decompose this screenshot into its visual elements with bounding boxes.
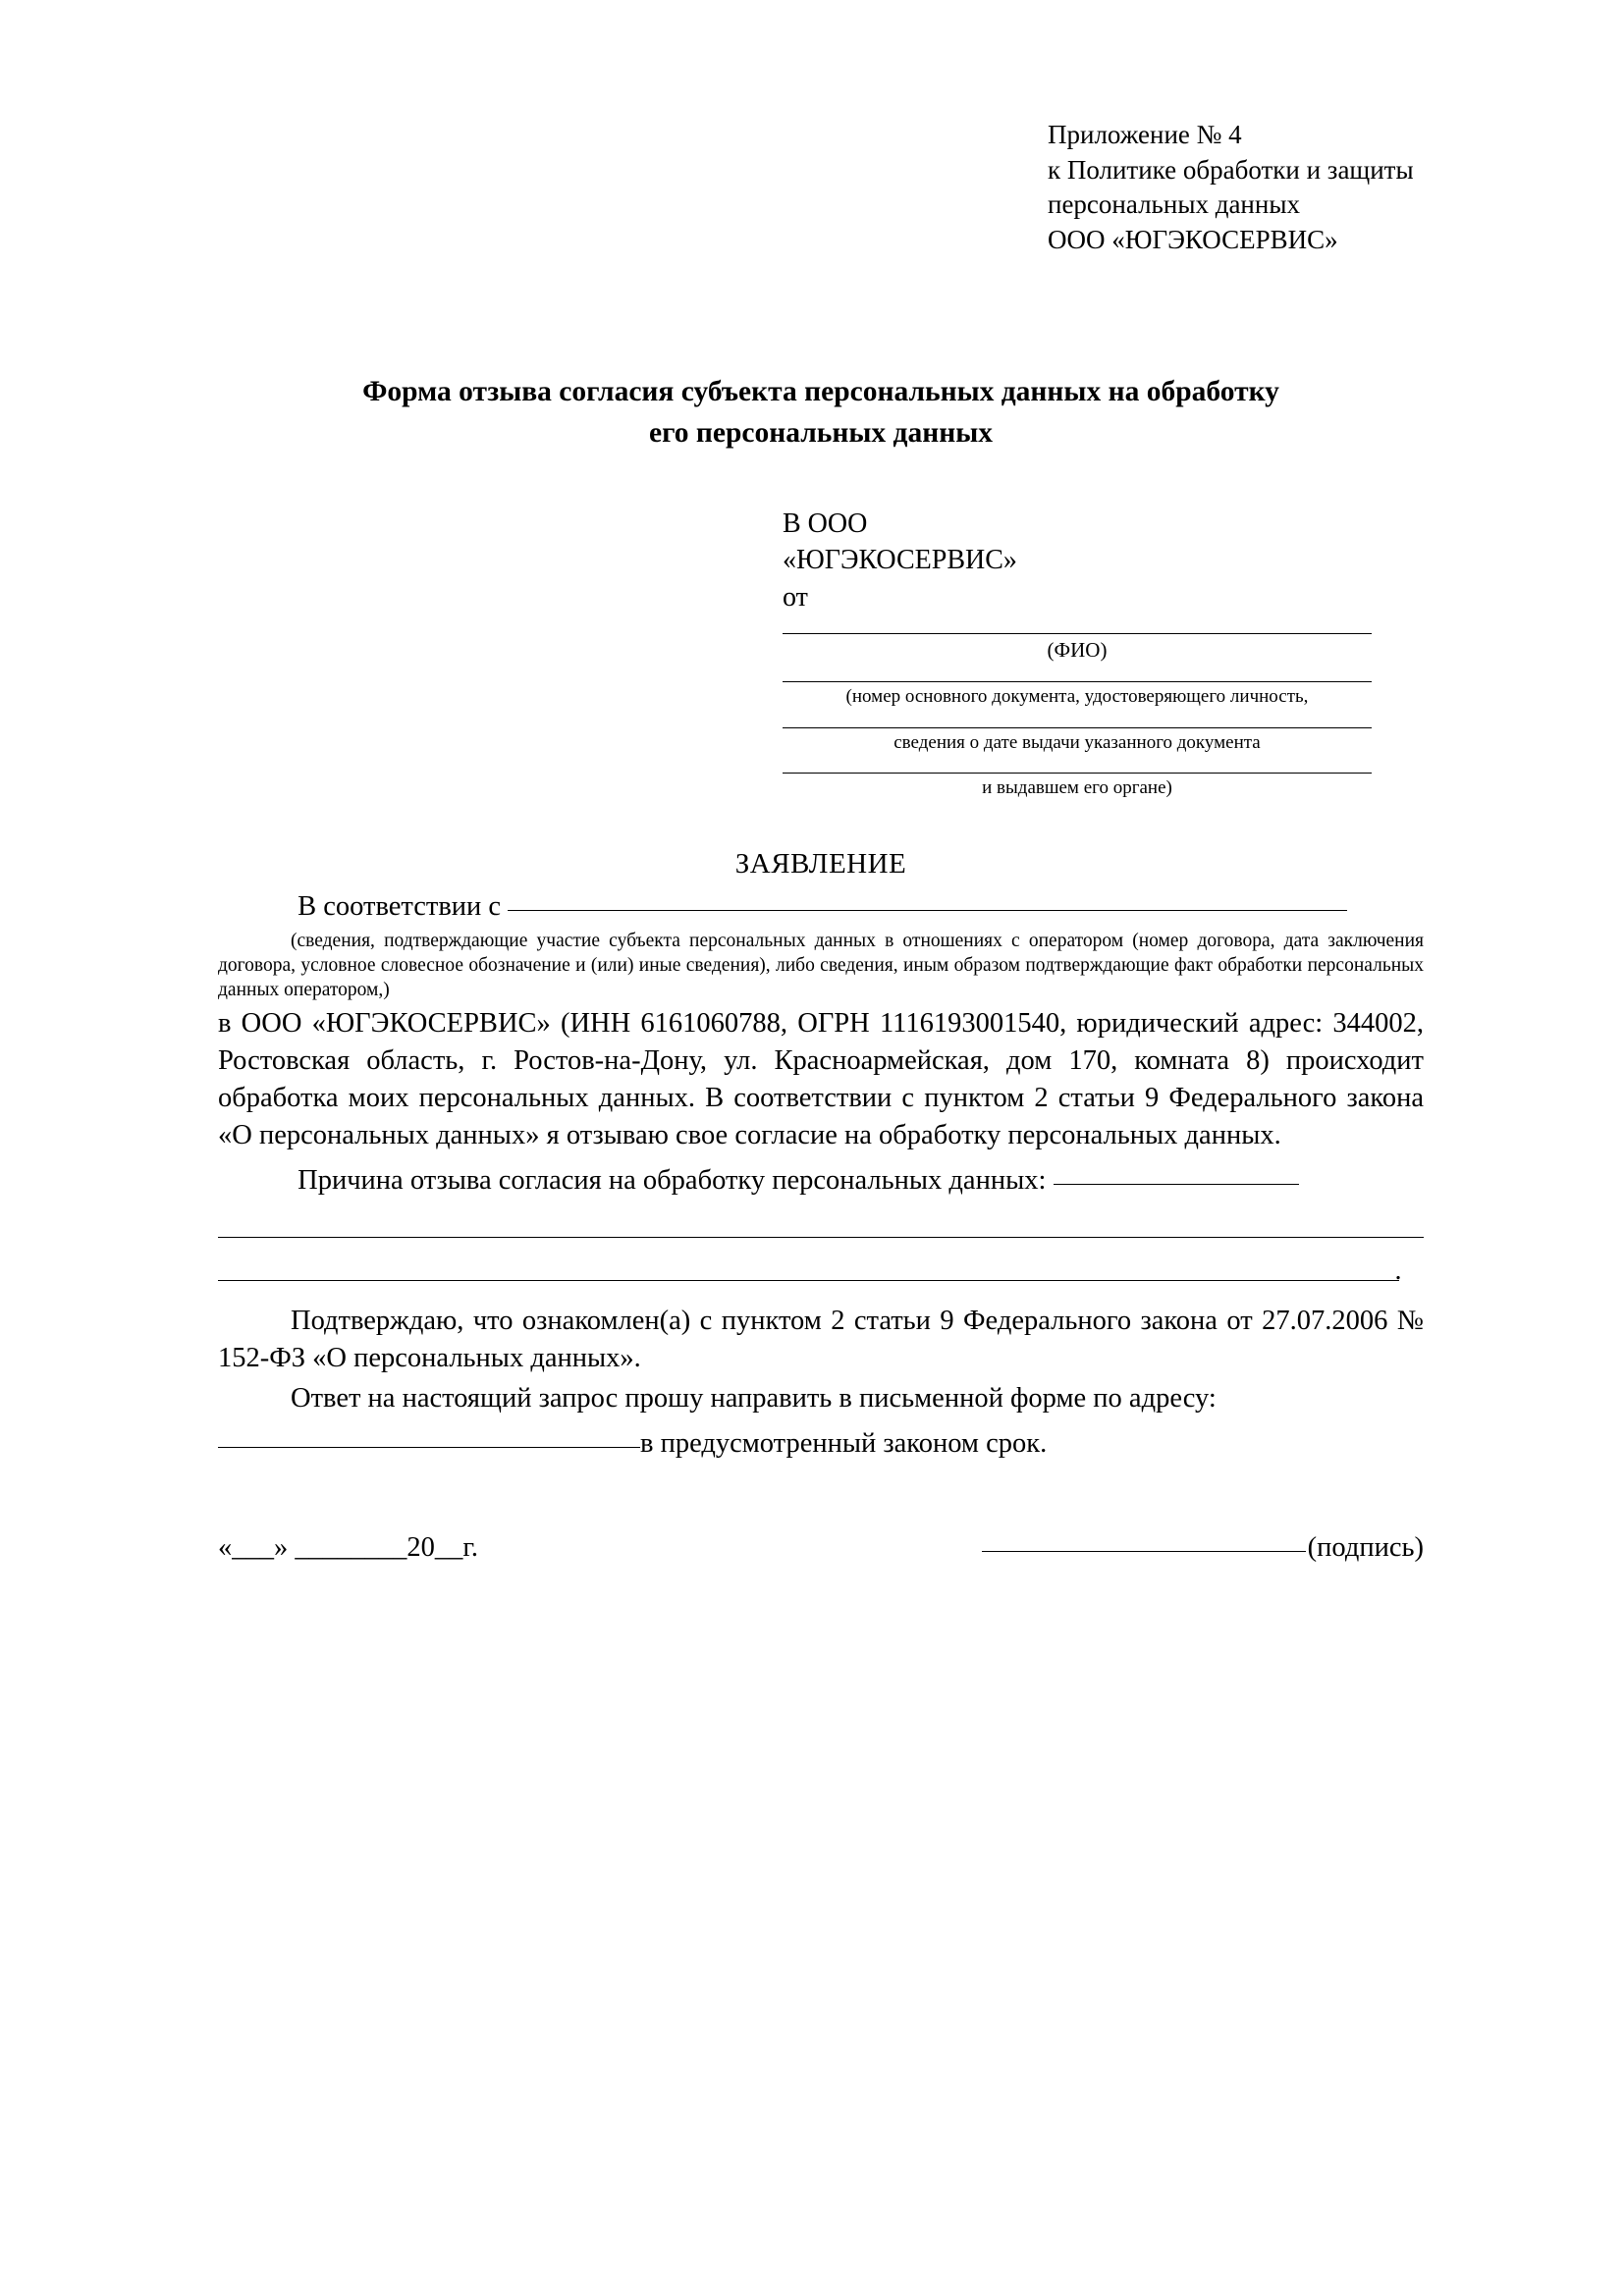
- document-number-caption: (номер основного документа, удостоверяющего личность,: [845, 686, 1309, 708]
- appendix-header-line-4: ООО «ЮГЭКОСЕРВИС»: [1048, 224, 1338, 254]
- addressee-org-name: «ЮГЭКОСЕРВИС»: [783, 545, 1017, 576]
- fio-blank-line[interactable]: [783, 632, 1372, 634]
- issuing-authority-caption: и выдавшем его органе): [982, 777, 1172, 799]
- answer-tail: в предусмотренный законом срок.: [640, 1428, 1048, 1460]
- signature-caption: (подпись): [1307, 1531, 1424, 1563]
- reason-blank-line-1[interactable]: [218, 1212, 1424, 1238]
- in-accordance-label: В соответствии с: [298, 891, 502, 923]
- appendix-header-line-1: Приложение № 4: [1048, 120, 1242, 149]
- addressee-from-label: от: [783, 581, 808, 613]
- document-date-blank-line[interactable]: [783, 726, 1372, 728]
- in-accordance-blank[interactable]: [508, 910, 1347, 911]
- appendix-header-line-3: персональных данных: [1048, 189, 1300, 220]
- date-line[interactable]: «___» ________20__г.: [218, 1531, 478, 1563]
- document-date-caption: сведения о дате выдачи указанного документа: [893, 731, 1261, 753]
- reason-blank-line-2[interactable]: [218, 1255, 1399, 1281]
- answer-paragraph: Ответ на настоящий запрос прошу направить в письменной форме по адресу:: [291, 1382, 1217, 1414]
- signature-row: [218, 1532, 1424, 1564]
- document-number-blank-line[interactable]: [783, 680, 1372, 682]
- answer-address-row: [218, 1425, 1424, 1463]
- reason-label: Причина отзыва согласия на обработку персональных данных:: [298, 1165, 1047, 1197]
- page-title-line-2: его персональных данных: [649, 417, 993, 450]
- appendix-header: [1048, 118, 1460, 258]
- body-paragraph: в ООО «ЮГЭКОСЕРВИС» (ИНН 6161060788, ОГРН 1116193001540, юридический адрес: 344002, Ростовская область, г. Ростов-на-Дону, ул. Красноармейская, дом 170, комната 8) происходит обработка моих персональных данных. В соответствии с пунктом 2 статьи 9 Федерального закона «О персональных данных» я отзываю свое согласие на обработку персональных данных.: [218, 1007, 1424, 1151]
- document-content: [218, 118, 1424, 1564]
- participation-note-text: (сведения, подтверждающие участие субъекта персональных данных в отношениях с оператором (номер договора, дата заключения договора, условное словесное обозначение и (или) иные сведения), либо сведения, иным образом подтверждающие факт обработки персональных данных оператором,): [218, 930, 1424, 1001]
- reason-blank-inline[interactable]: [1054, 1184, 1299, 1185]
- issuing-authority-blank-line[interactable]: [783, 772, 1372, 774]
- reason-row: [218, 1162, 1424, 1200]
- page-title: [218, 371, 1424, 455]
- participation-note: [218, 929, 1424, 1003]
- page-title-line-1: Форма отзыва согласия субъекта персональных данных на обработку: [362, 375, 1279, 407]
- fio-caption: (ФИО): [1047, 637, 1108, 662]
- addressee-org-prefix: В ООО: [783, 508, 868, 540]
- confirm-paragraph: Подтверждаю, что ознакомлен(а) с пунктом 2 статьи 9 Федерального закона от 27.07.2006 № 152-ФЗ «О персональных данных».: [218, 1305, 1424, 1374]
- signature-blank[interactable]: [982, 1551, 1306, 1552]
- addressee-block: [783, 506, 1372, 801]
- in-accordance-row: [218, 888, 1424, 926]
- signature-area: [709, 1532, 1424, 1564]
- statement-heading: ЗАЯВЛЕНИЕ: [734, 848, 907, 881]
- appendix-header-line-2: к Политике обработки и защиты: [1048, 154, 1414, 185]
- answer-address-blank[interactable]: [218, 1447, 640, 1448]
